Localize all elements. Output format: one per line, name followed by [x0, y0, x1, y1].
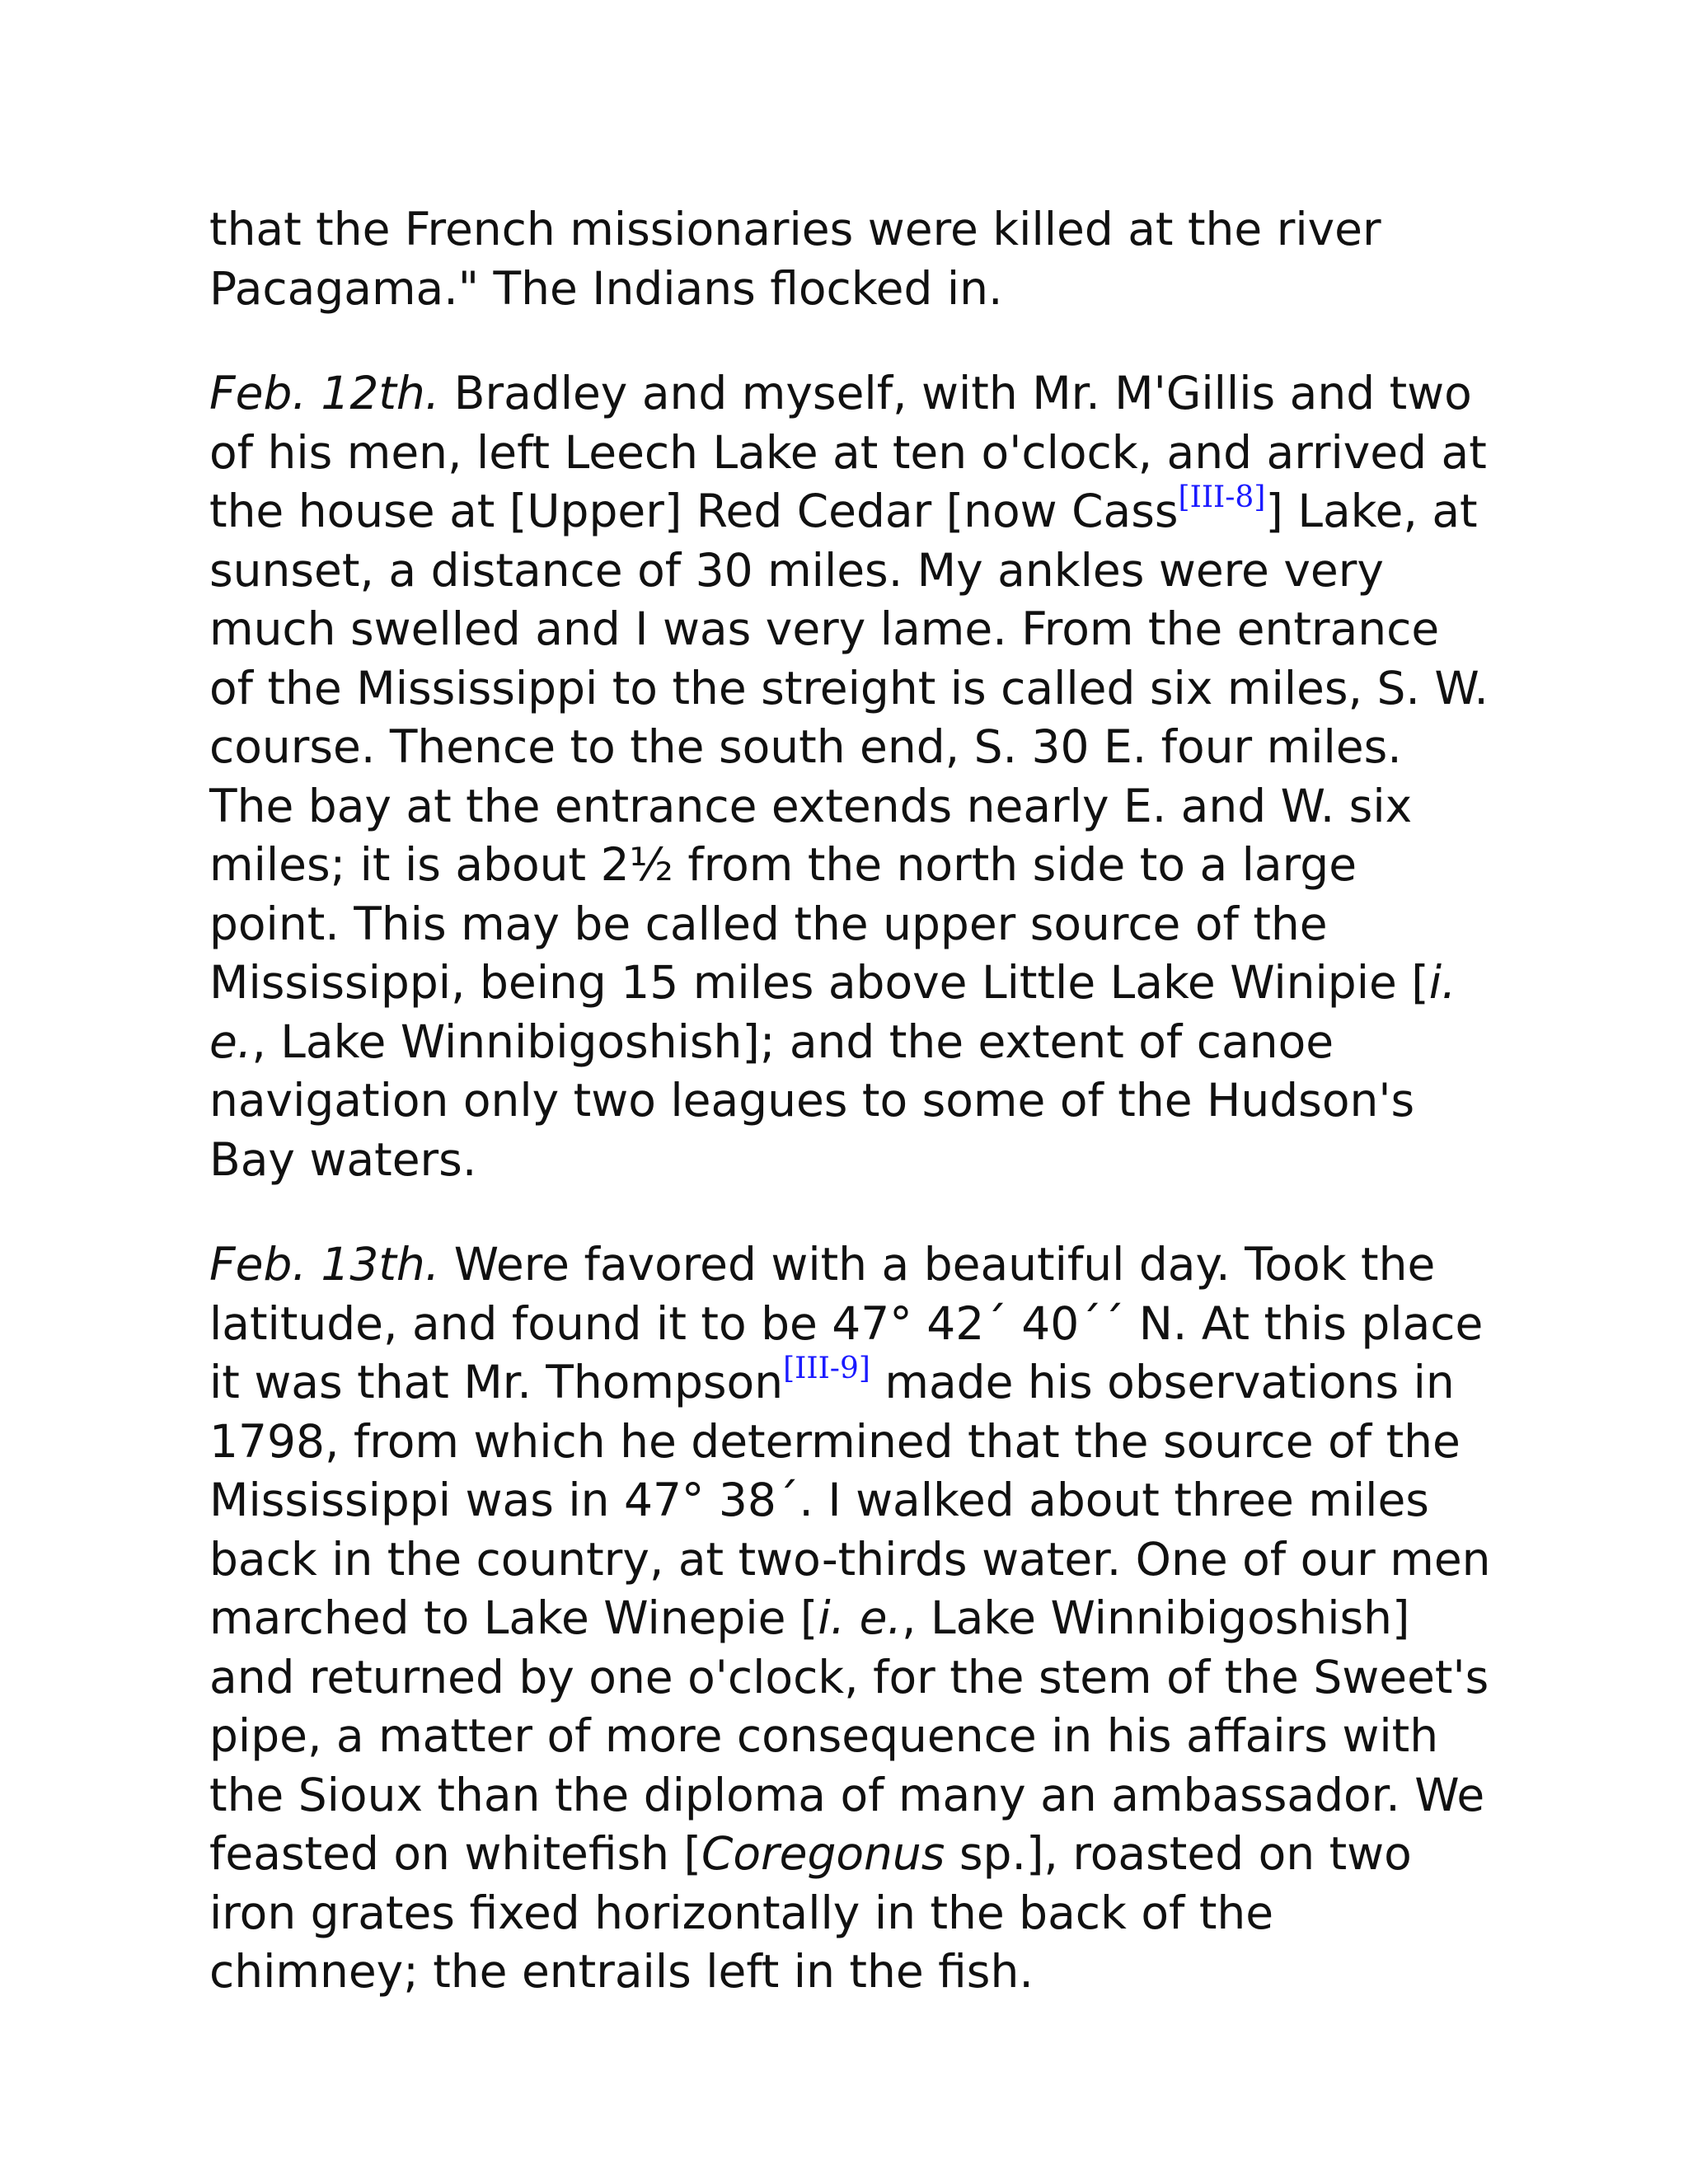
paragraph-text: Bradley and myself, with Mr. M'Gillis and two of his men, left Leech Lake at ten o'clock, and arrived at the house at [Upper] Red Cedar [now Cass — [209, 367, 1502, 537]
paragraph-text: ] Lake, at sunset, a distance of 30 miles. My ankles were very much swelled and I was very lame. From the entrance of the Mississippi to the streight is called six miles, S. W. course. Thence to the south end, S. 30 E. four miles. The bay at the entrance extends nearly E. and W. six miles; it is about 2½ from the north side to a large point. This may be called the upper source of the Mississippi, being 15 miles above Little Lake Winipie [ — [209, 485, 1503, 1009]
date-heading-feb-13: Feb. 13th. — [209, 1238, 440, 1291]
paragraph-feb-12 — [209, 364, 1503, 1189]
footnote-link-iii-8[interactable]: [III-8] — [1178, 480, 1266, 514]
paragraph-text: Were favored with a beautiful day. Took the latitude, and found it to be 47° 42´ 40´´ N. At this place it was that Mr. Thompson — [209, 1238, 1498, 1408]
footnote-link-iii-9[interactable]: [III-9] — [783, 1352, 870, 1385]
paragraph-text: , Lake Winnibigoshish] and returned by one o'clock, for the stem of the Sweet's pipe, a matter of more consequence in his affairs with the Sioux than the diploma of many an ambassador. We feasted on whitefish [ — [209, 1591, 1503, 1880]
paragraph-text: that the French missionaries were killed at the river Pacagama." The Indians flocked in. — [209, 203, 1396, 315]
italic-abbreviation: i. e. — [818, 1591, 902, 1644]
document-page — [209, 200, 1506, 2048]
paragraph-text: sp.], roasted on two iron grates fixed horizontally in the back of the chimney; the entrails left in the fish. — [209, 1827, 1427, 1998]
italic-species-name: Coregonus — [701, 1827, 945, 1880]
paragraph-feb-13 — [209, 1235, 1506, 2002]
paragraph-text: , Lake Winnibigoshish]; and the extent of canoe navigation only two leagues to some of the Hudson's Bay waters. — [209, 1015, 1429, 1186]
paragraph-text: made his observations in 1798, from which he determined that the source of the Mississippi was in 47° 38´. I walked about three miles back in the country, at two-thirds water. One of our men marched to Lake Winepie [ — [209, 1356, 1506, 1644]
paragraph-1 — [209, 200, 1495, 318]
date-heading-feb-12: Feb. 12th. — [209, 367, 440, 419]
italic-abbreviation: i. e. — [209, 956, 1471, 1068]
